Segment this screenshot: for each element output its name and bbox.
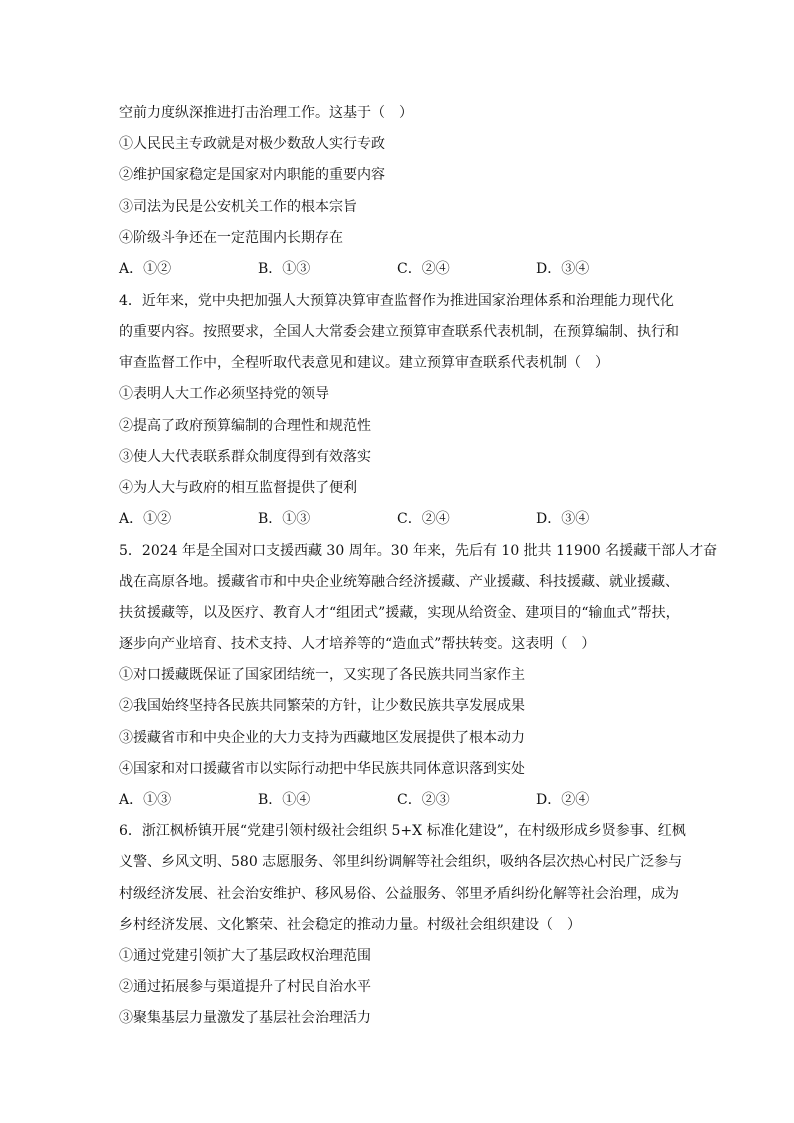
q5-choice-b: B．①④ (258, 792, 311, 808)
q4-option-1: ①表明人大工作必须坚持党的领导 (119, 386, 329, 402)
q4-choices (119, 510, 719, 528)
q3-stem-tail: 空前力度纵深推进打击治理工作。这基于（ ） (119, 105, 413, 121)
q3-option-1: ①人民民主专政就是对极少数敌人实行专政 (119, 136, 385, 152)
q4-choice-b: B．①③ (258, 511, 311, 527)
q3-option-4: ④阶级斗争还在一定范围内长期存在 (119, 230, 343, 246)
q5-stem-line-3: 扶贫援藏等，以及医疗、教育人才“组团式”援藏，实现从给资金、建项目的“输血式”帮扶， (119, 605, 680, 621)
q3-choices (119, 260, 719, 278)
q5-choice-a: A．①③ (119, 792, 172, 808)
q4-choice-a: A．①② (119, 511, 172, 527)
q6-option-3: ③聚集基层力量激发了基层社会治理活力 (119, 1010, 371, 1026)
q5-choices (119, 791, 719, 809)
q5-stem-line-2: 战在高原各地。援藏省市和中央企业统筹融合经济援藏、产业援藏、科技援藏、就业援藏、 (119, 574, 679, 590)
q4-option-4: ④为人大与政府的相互监督提供了便利 (119, 480, 357, 496)
q3-choice-c: C．②④ (397, 261, 450, 277)
q3-option-3: ③司法为民是公安机关工作的根本宗旨 (119, 199, 357, 215)
q5-option-4: ④国家和对口援藏省市以实际行动把中华民族共同体意识落到实处 (119, 761, 525, 777)
q5-choice-c: C．②③ (397, 792, 450, 808)
q4-choice-d: D．③④ (536, 511, 590, 527)
q5-choice-d: D．②④ (536, 792, 590, 808)
q4-stem-line-3: 审查监督工作中，全程听取代表意见和建议。建立预算审查联系代表机制（ ） (119, 355, 609, 371)
q4-stem-line-2: 的重要内容。按照要求，全国人大常委会建立预算审查联系代表机制，在预算编制、执行和 (119, 324, 679, 340)
q3-choice-d: D．③④ (536, 261, 590, 277)
q4-option-2: ②提高了政府预算编制的合理性和规范性 (119, 418, 371, 434)
q3-choice-b: B．①③ (258, 261, 311, 277)
q5-option-1: ①对口援藏既保证了国家团结统一，又实现了各民族共同当家作主 (119, 667, 525, 683)
q6-stem-line-2: 义警、乡风文明、580 志愿服务、邻里纠纷调解等社会组织，吸纳各层次热心村民广泛参与 (119, 854, 683, 870)
q3-option-2: ②维护国家稳定是国家对内职能的重要内容 (119, 167, 385, 183)
q6-option-1: ①通过党建引领扩大了基层政权治理范围 (119, 948, 371, 964)
q6-stem-line-1: 6．浙江枫桥镇开展“党建引领村级社会组织 5+X 标准化建设”，在村级形成乡贤参事、红枫 (119, 823, 686, 839)
q3-choice-a: A．①② (119, 261, 172, 277)
q5-stem-line-1: 5．2024 年是全国对口支援西藏 30 周年。30 年来，先后有 10 批共 11900 名援藏干部人才奋 (119, 543, 718, 559)
q6-stem-line-3: 村级经济发展、社会治安维护、移风易俗、公益服务、邻里矛盾纠纷化解等社会治理，成为 (119, 886, 679, 902)
q4-option-3: ③使人大代表联系群众制度得到有效落实 (119, 449, 371, 465)
q4-stem-line-1: 4．近年来，党中央把加强人大预算决算审查监督作为推进国家治理体系和治理能力现代化 (119, 293, 674, 309)
q6-option-2: ②通过拓展参与渠道提升了村民自治水平 (119, 979, 371, 995)
q5-stem-line-4: 逐步向产业培育、技术支持、人才培养等的“造血式”帮扶转变。这表明（ ） (119, 636, 596, 652)
q4-choice-c: C．②④ (397, 511, 450, 527)
q6-stem-line-4: 乡村经济发展、文化繁荣、社会稳定的推动力量。村级社会组织建设（ ） (119, 917, 581, 933)
q5-option-2: ②我国始终坚持各民族共同繁荣的方针，让少数民族共享发展成果 (119, 698, 525, 714)
q5-option-3: ③援藏省市和中央企业的大力支持为西藏地区发展提供了根本动力 (119, 730, 525, 746)
